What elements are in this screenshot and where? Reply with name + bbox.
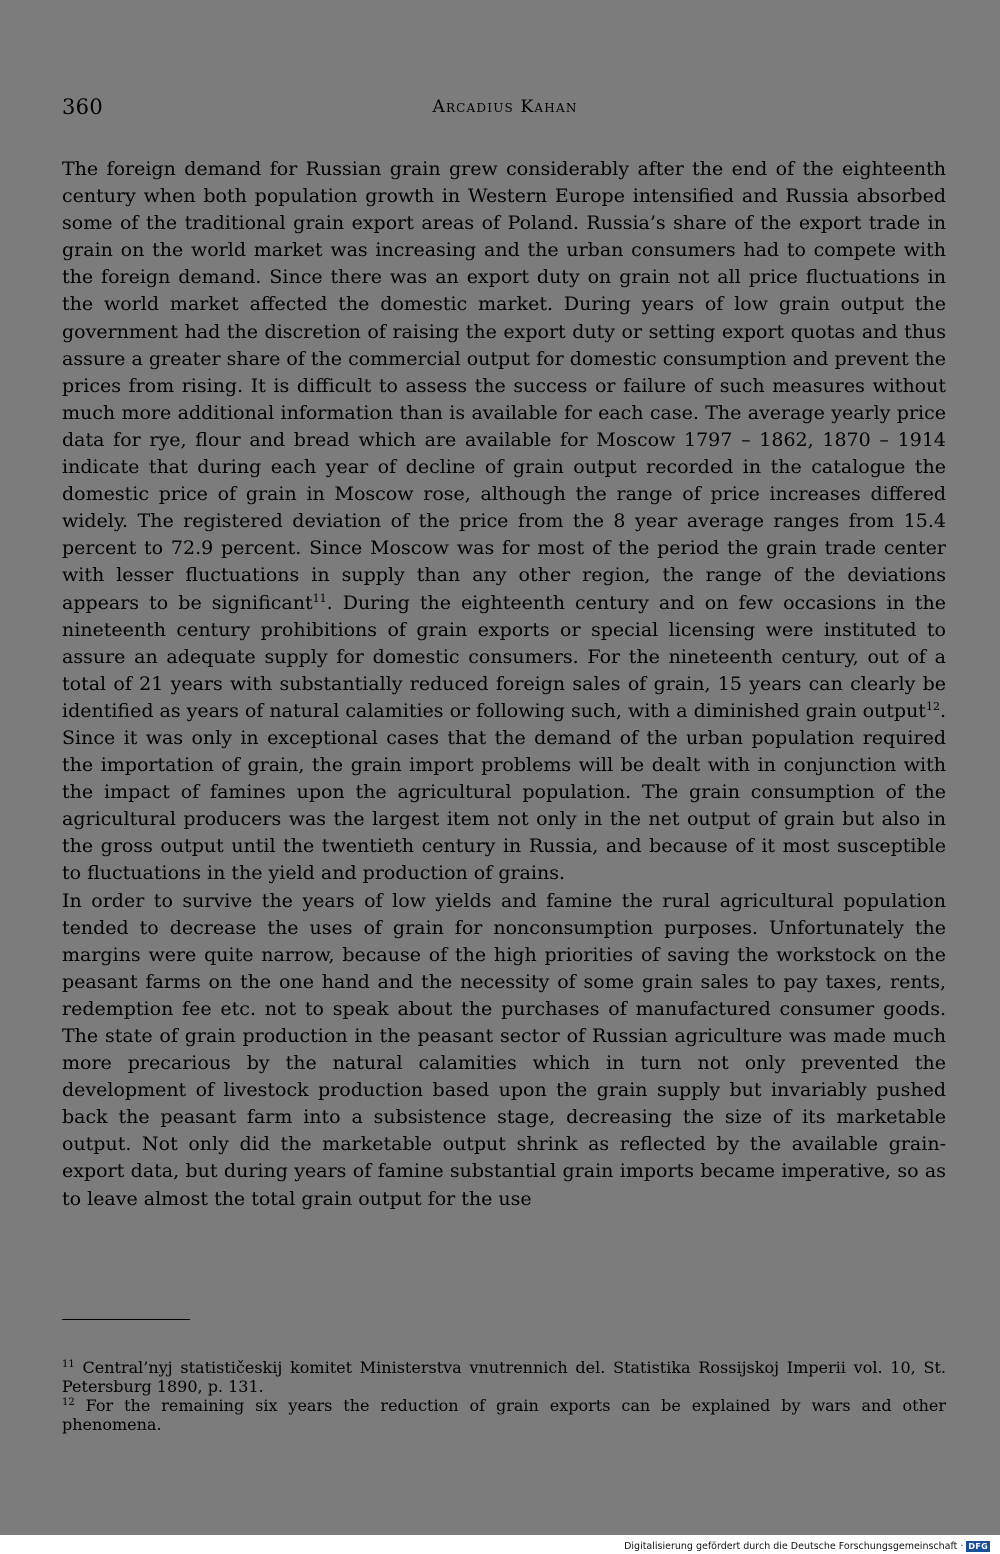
body-paragraph-1 xyxy=(62,156,946,888)
footnote-ref-12: 12 xyxy=(925,699,940,713)
paragraph-1-text-c: . Since it was only in exceptional cases that the demand of the urban population required the importation of grain, the grain import problems will be dealt with in conjunction with the impact of famines upon the agricultural population. The grain consumption of the agricultural producers was the largest item not only in the net output of grain but also in the gross output until the twentieth century in Russia, and because of it most susceptible to fluctuations in the yield and production of grains. xyxy=(62,699,946,885)
credit-text: Digitalisierung gefördert durch die Deutsche Forschungsgemeinschaft · xyxy=(624,1541,964,1552)
footnote-text: For the remaining six years the reduction of grain exports can be explained by wars and other phenomena. xyxy=(62,1396,946,1434)
body-text xyxy=(62,156,946,1213)
footnote-11 xyxy=(62,1358,946,1396)
paragraph-1-text-a: The foreign demand for Russian grain grew considerably after the end of the eighteenth century when both population growth in Western Europe intensified and Russia absorbed some of the traditional grain export areas of Poland. Russia’s share of the export trade in grain on the world market was increasing and the urban consumers had to compete with the foreign demand. Since there was an export duty on grain not all price fluctuations in the world market affected the domestic market. During years of low grain output the government had the discretion of raising the export duty or setting export quotas and thus assure a greater share of the commercial output for domestic consumption and prevent the prices from rising. It is difficult to assess the success or failure of such measures without much more additional information than is available for each case. The average yearly price data for rye, flour and bread which are available for Moscow 1797 – 1862, 1870 – 1914 indicate that during each year of decline of grain output recorded in the catalogue the domestic price of grain in Moscow rose, although the range of price increases differed widely. The registered deviation of the price from the 8 year average ranges from 15.4 percent to 72.9 percent. Since Moscow was for most of the period the grain trade center with lesser fluctuations in supply than any other region, the range of the deviations appears to be significant xyxy=(62,158,946,614)
footnote-divider xyxy=(62,1319,190,1320)
footnote-ref-11: 11 xyxy=(312,591,327,605)
footnote-text: Central’nyj statističeskij komitet Ministerstva vnutrennich del. Statistika Rossijskoj Imperii vol. 10, St. Petersburg 1890, p. 131. xyxy=(62,1358,946,1396)
dfg-logo: DFG xyxy=(968,1542,988,1551)
body-paragraph-2: In order to survive the years of low yields and famine the rural agricultural population tended to decrease the uses of grain for nonconsumption purposes. Unfortunately the margins were quite narrow, because of the high priorities of saving the workstock on the peasant farms on the one hand and the necessity of some grain sales to pay taxes, rents, redemption fee etc. not to speak about the purchases of manufactured consumer goods. The state of grain production in the peasant sector of Russian agriculture was made much more precarious by the natural calamities which in turn not only prevented the development of livestock production based upon the grain supply but invariably pushed back the peasant farm into a subsistence stage, decreasing the size of its marketable output. Not only did the marketable output shrink as reflected by the available grain-export data, but during years of famine substantial grain imports became imperative, so as to leave almost the total grain output for the use xyxy=(62,889,946,1210)
footnote-number: 11 xyxy=(62,1359,75,1370)
digitization-credit xyxy=(624,1541,990,1552)
paragraph-1-text-b: . During the eighteenth century and on few occasions in the nineteenth century prohibitions of grain exports or special licensing were instituted to assure an adequate supply for domestic consumers. For the nineteenth century, out of a total of 21 years with substantially reduced foreign sales of grain, 15 years can clearly be identified as years of natural calamities or following such, with a diminished grain output xyxy=(62,591,946,722)
page-header xyxy=(62,95,948,125)
running-head: Arcadius Kahan xyxy=(432,97,578,117)
footnotes xyxy=(62,1358,946,1434)
footnote-12 xyxy=(62,1396,946,1434)
footnote-number: 12 xyxy=(62,1397,75,1408)
page-number: 360 xyxy=(62,95,103,119)
